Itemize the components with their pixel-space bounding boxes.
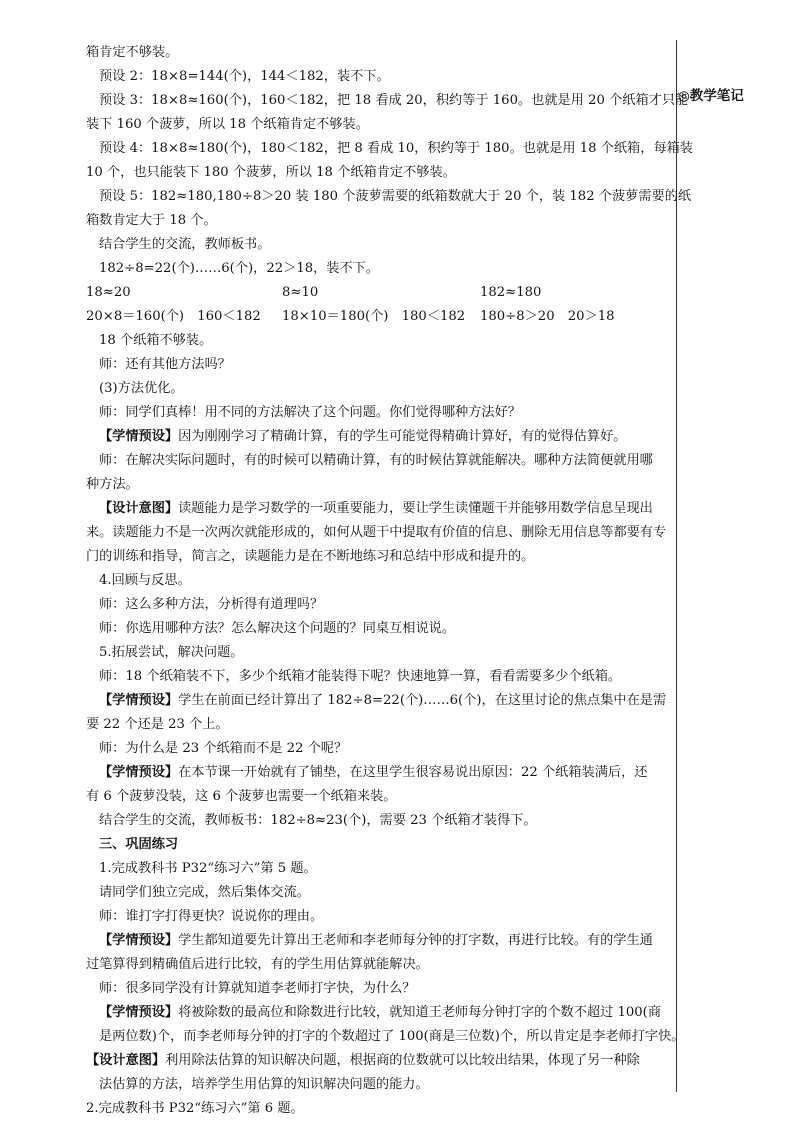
line-text: 将被除数的最高位和除数进行比较，就知道王老师每分钟打字的个数不超过 100(商 [178, 1005, 662, 1020]
board-cell: 182≈180 [480, 285, 542, 300]
section-tag: 【学情预设】 [99, 693, 179, 708]
text-line: 师：谁打字打得更快？说说你的理由。 [99, 909, 324, 924]
text-line [99, 1004, 661, 1022]
text-line: 种方法。 [86, 477, 139, 492]
text-line: 师：为什么是 23 个纸箱而不是 22 个呢？ [99, 741, 348, 756]
text-line: 预设 3：18×8≈160(个)，160＜182，把 18 看成 20，积约等于 160。也就是用 20 个纸箱才只能 [99, 93, 689, 108]
section-tag: 【学情预设】 [99, 765, 179, 780]
text-line: 有 6 个菠萝没装，这 6 个菠萝也需要一个纸箱来装。 [86, 789, 397, 804]
text-line [99, 932, 653, 950]
text-line: 结合学生的交流，教师板书。 [99, 237, 271, 252]
text-line [99, 428, 627, 446]
line-text: 因为刚刚学习了精确计算，有的学生可能觉得精确计算好，有的觉得估算好。 [178, 429, 627, 444]
text-line: 18 个纸箱不够装。 [99, 333, 213, 348]
text-line: 请同学们独立完成，然后集体交流。 [99, 885, 310, 900]
section-tag: 【学情预设】 [99, 1005, 179, 1020]
board-cell: 180÷8＞20 20＞18 [480, 309, 615, 324]
text-line: 师：你选用哪种方法？怎么解决这个问题的？同桌互相说说。 [99, 621, 456, 636]
text-line: 箱数肯定大于 18 个。 [86, 213, 217, 228]
line-text: 利用除法估算的知识解决问题，根据商的位数就可以比较出结果，体现了另一种除 [165, 1053, 640, 1068]
text-line: 10 个，也只能装下 180 个菠萝，所以 18 个纸箱肯定不够装。 [86, 165, 456, 180]
text-line [86, 1052, 640, 1070]
text-line: 是两位数)个，而李老师每分钟的打字的个数超过了 100(商是三位数)个，所以肯定是李老师打字快。 [99, 1029, 685, 1044]
text-line: 门的训练和指导，简言之，读题能力是在不断地练习和总结中形成和提升的。 [86, 549, 535, 564]
text-line: 装下 160 个菠萝，所以 18 个纸箱肯定不够装。 [86, 117, 369, 132]
text-line [99, 500, 653, 518]
text-line: 要 22 个还是 23 个上。 [86, 717, 229, 732]
board-cell: 20×8＝160(个) 160＜182 [86, 309, 261, 324]
line-text: 学生在前面已经计算出了 182÷8=22(个)……6(个)，在这里讨论的焦点集中在是需 [178, 693, 667, 708]
board-cell: 8≈10 [282, 285, 319, 300]
text-line: 1.完成教科书 P32“练习六”第 5 题。 [99, 861, 317, 876]
text-line: 三、巩固练习 [99, 837, 179, 852]
text-line: 箱肯定不够装。 [86, 45, 179, 60]
text-line: 法估算的方法，培养学生用估算的知识解决问题的能力。 [99, 1077, 429, 1092]
section-tag: 【设计意图】 [86, 1053, 166, 1068]
text-line: 过笔算得到精确值后进行比较，有的学生用估算就能解决。 [86, 957, 429, 972]
board-cell: 18×10＝180(个) 180＜182 [282, 309, 466, 324]
section-tag: 【设计意图】 [99, 501, 179, 516]
text-line: 5.拓展尝试，解决问题。 [99, 645, 244, 660]
text-line [99, 764, 647, 782]
teaching-notes-label: ◎教学笔记 [678, 88, 744, 104]
text-line: 师：很多同学没有计算就知道李老师打字快，为什么？ [99, 981, 416, 996]
text-line: 4.回顾与反思。 [99, 573, 191, 588]
text-line: 师：还有其他方法吗？ [99, 357, 231, 372]
text-line: 来。读题能力不是一次两次就能形成的，如何从题干中提取有价值的信息、删除无用信息等都要有专 [86, 525, 667, 540]
text-line: 2.完成教科书 P32“练习六”第 6 题。 [86, 1101, 304, 1116]
text-line: 师：18 个纸箱装不下，多少个纸箱才能装得下呢？快速地算一算，看看需要多少个纸箱。 [99, 669, 622, 684]
text-line: 预设 4：18×8≈180(个)，180＜182，把 8 看成 10，积约等于 180。也就是用 18 个纸箱，每箱装 [99, 141, 693, 156]
text-line: (3)方法优化。 [99, 381, 184, 396]
line-text: 在本节课一开始就有了铺垫，在这里学生很容易说出原因：22 个纸箱装满后，还 [178, 765, 648, 780]
text-line: 预设 5：182≈180,180÷8＞20 装 180 个菠萝需要的纸箱数就大于 20 个，装 182 个菠萝需要的纸 [99, 189, 692, 204]
text-line: 182÷8=22(个)……6(个)，22＞18，装不下。 [99, 261, 380, 276]
section-tag: 【学情预设】 [99, 429, 179, 444]
text-line: 预设 2：18×8=144(个)，144＜182，装不下。 [99, 69, 390, 84]
section-tag: 【学情预设】 [99, 933, 179, 948]
text-line: 结合学生的交流，教师板书：182÷8≈23(个)，需要 23 个纸箱才装得下。 [99, 813, 537, 828]
text-line: 师：这么多种方法，分析得有道理吗？ [99, 597, 324, 612]
text-line: 师：同学们真棒！用不同的方法解决了这个问题。你们觉得哪种方法好？ [99, 405, 521, 420]
text-line [99, 692, 666, 710]
board-cell: 18≈20 [86, 285, 131, 300]
line-text: 读题能力是学习数学的一项重要能力，要让学生读懂题干并能够用数学信息呈现出 [178, 501, 653, 516]
text-line: 师：在解决实际问题时，有的时候可以精确计算，有的时候估算就能解决。哪种方法简便就用哪 [99, 453, 653, 468]
line-text: 学生都知道要先计算出王老师和李老师每分钟的打字数，再进行比较。有的学生通 [178, 933, 653, 948]
